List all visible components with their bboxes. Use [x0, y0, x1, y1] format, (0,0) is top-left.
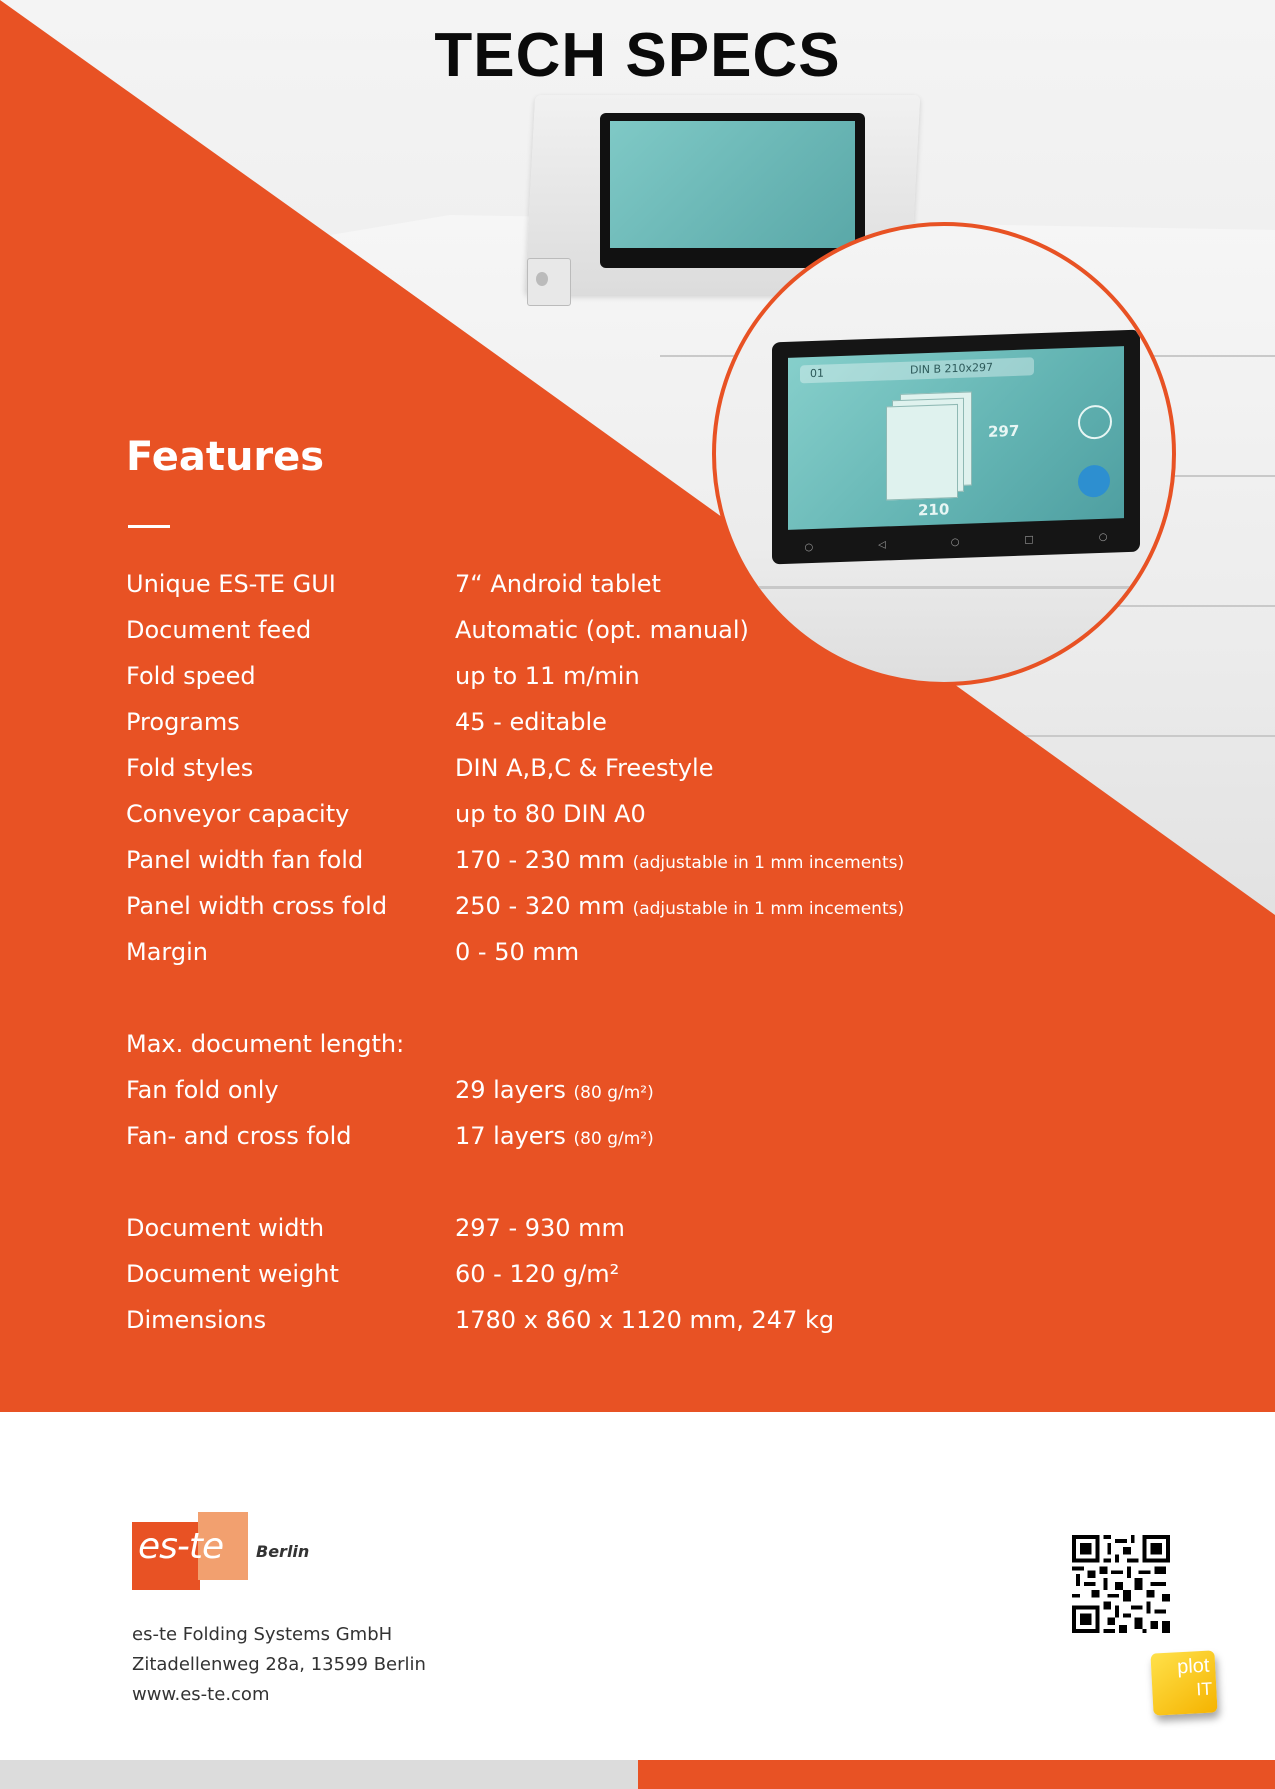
folded-sheet-icon [886, 404, 958, 501]
panel-hinge [527, 258, 571, 306]
machine-edge [716, 586, 1172, 589]
company-name: es-te Folding Systems GmbH [132, 1624, 393, 1645]
spec-value: 29 layers (80 g/m²) [455, 1076, 654, 1104]
nav-dot-icon[interactable]: ○ [1098, 531, 1108, 543]
plotit-logo-bottom: IT [1195, 1678, 1213, 1700]
spec-label: Document weight [126, 1260, 339, 1288]
spec-label: Margin [126, 938, 208, 966]
home-icon[interactable]: ○ [950, 536, 960, 548]
spec-note: (80 g/m²) [573, 1129, 654, 1149]
tablet-display [610, 121, 855, 248]
plotit-logo-top: plot [1176, 1654, 1210, 1679]
program-bar [800, 357, 1034, 383]
spec-value: 1780 x 860 x 1120 mm, 247 kg [455, 1306, 835, 1334]
spec-value: Automatic (opt. manual) [455, 616, 749, 644]
spec-note: (80 g/m²) [573, 1083, 654, 1103]
tablet-bezel [772, 330, 1140, 565]
company-street: Zitadellenweg 28a, 13599 Berlin [132, 1654, 426, 1675]
spec-value: 0 - 50 mm [455, 938, 580, 966]
company-address [132, 1620, 426, 1710]
spec-value: 297 - 930 mm [455, 1214, 625, 1242]
spec-value: 250 - 320 mm (adjustable in 1 mm incements) [455, 892, 905, 920]
spec-label: Document width [126, 1214, 325, 1242]
spec-value: up to 11 m/min [455, 662, 640, 690]
recents-icon[interactable]: □ [1024, 533, 1034, 546]
android-nav-bar [772, 526, 1140, 559]
spec-value: 45 - editable [455, 708, 607, 736]
shoe-icon[interactable] [1078, 465, 1110, 498]
page-title: TECH SPECS [434, 21, 841, 90]
width-dimension: 210 [918, 500, 950, 520]
spec-value: DIN A,B,C & Freestyle [455, 754, 714, 782]
key-icon[interactable] [1078, 405, 1112, 440]
zoomed-panel-circle [712, 222, 1176, 686]
qr-code-icon [1072, 1535, 1170, 1633]
spec-note: (adjustable in 1 mm incements) [632, 899, 905, 919]
tablet-display [788, 346, 1124, 530]
spec-label: Panel width cross fold [126, 892, 388, 920]
logo-wordmark: es-te [138, 1526, 224, 1567]
company-website[interactable]: www.es-te.com [132, 1684, 270, 1705]
logo-city: Berlin [256, 1542, 310, 1561]
spec-label: Panel width fan fold [126, 846, 364, 874]
control-panel-screen [600, 113, 865, 268]
spec-label: Fan fold only [126, 1076, 279, 1104]
spec-label: Fold speed [126, 662, 256, 690]
spec-label: Dimensions [126, 1306, 267, 1334]
features-heading: Features [126, 434, 325, 480]
format-label: DIN B 210x297 [910, 360, 993, 377]
footer-bar-grey [0, 1760, 638, 1789]
spec-label: Programs [126, 708, 240, 736]
es-te-logo [132, 1512, 310, 1598]
spec-value: 60 - 120 g/m² [455, 1260, 620, 1288]
spec-value: 17 layers (80 g/m²) [455, 1122, 654, 1150]
spec-value: 170 - 230 mm (adjustable in 1 mm incements) [455, 846, 905, 874]
spec-note: (adjustable in 1 mm incements) [632, 853, 905, 873]
spec-label: Conveyor capacity [126, 800, 350, 828]
spec-label: Unique ES-TE GUI [126, 570, 336, 598]
height-dimension: 297 [988, 421, 1020, 441]
program-number: 01 [810, 366, 824, 381]
back-icon[interactable]: ◁ [878, 538, 886, 551]
plotit-logo [1150, 1650, 1217, 1715]
spec-value: 7“ Android tablet [455, 570, 661, 598]
spec-value: up to 80 DIN A0 [455, 800, 646, 828]
heading-underline [128, 525, 170, 528]
spec-label: Document feed [126, 616, 312, 644]
footer-bar-orange [638, 1760, 1275, 1789]
spec-label: Fold styles [126, 754, 254, 782]
nav-dot-icon[interactable]: ○ [804, 541, 814, 553]
spec-label: Fan- and cross fold [126, 1122, 352, 1150]
